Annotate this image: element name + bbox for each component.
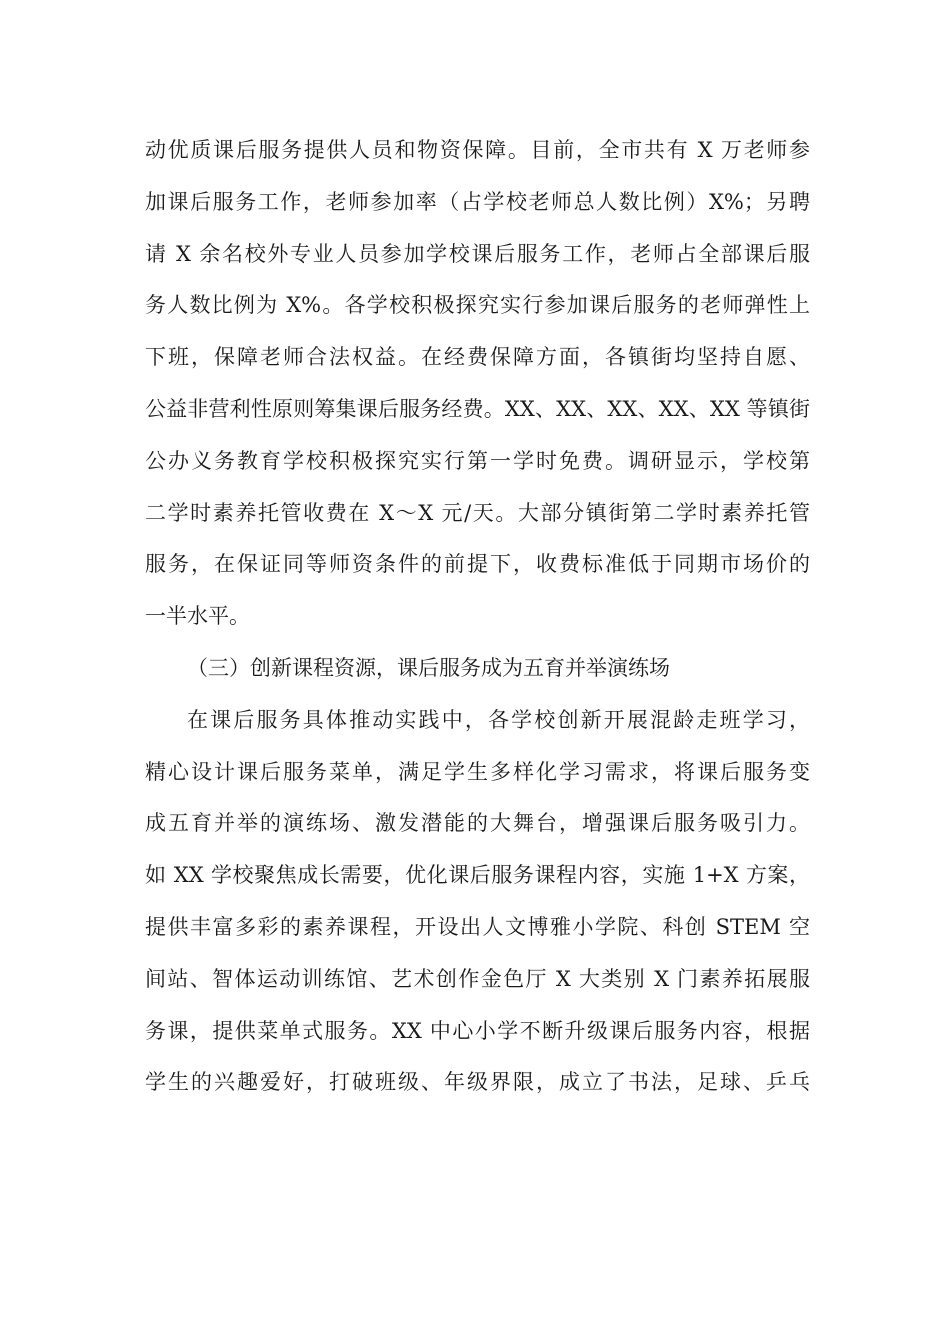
- paragraph-line: 务人数比例为 X%。各学校积极探究实行参加课后服务的老师弹性上: [145, 293, 810, 318]
- paragraph-line: 下班，保障老师合法权益。在经费保障方面，各镇街均坚持自愿、: [145, 345, 810, 370]
- document-body: [145, 128, 810, 1112]
- paragraph-line: 精心设计课后服务菜单，满足学生多样化学习需求，将课后服务变: [145, 759, 810, 784]
- paragraph-line: 公办义务教育学校积极探究实行第一学时免费。调研显示，学校第: [145, 448, 810, 473]
- paragraph-line: 加课后服务工作，老师参加率（占学校老师总人数比例）X%；另聘: [145, 189, 810, 214]
- paragraph-line: 公益非营利性原则筹集课后服务经费。XX、XX、XX、XX、XX 等镇街: [145, 396, 810, 421]
- paragraph-line: 服务，在保证同等师资条件的前提下，收费标准低于同期市场价的: [145, 552, 810, 577]
- paragraph-line: 在课后服务具体推动实践中，各学校创新开展混龄走班学习，: [187, 707, 810, 732]
- paragraph-line: 间站、智体运动训练馆、艺术创作金色厅 X 大类别 X 门素养拓展服: [145, 966, 810, 991]
- section-heading: （三）创新课程资源，课后服务成为五育并举演练场: [187, 655, 670, 680]
- paragraph-line: 务课，提供菜单式服务。XX 中心小学不断升级课后服务内容，根据: [145, 1018, 810, 1043]
- paragraph-line: 动优质课后服务提供人员和物资保障。目前，全市共有 X 万老师参: [145, 138, 810, 162]
- paragraph-line: 二学时素养托管收费在 X～X 元/天。大部分镇街第二学时素养托管: [145, 500, 810, 525]
- paragraph-line: 一半水平。: [145, 604, 250, 629]
- paragraph-line: 请 X 余名校外专业人员参加学校课后服务工作，老师占全部课后服: [145, 241, 810, 266]
- paragraph-line: 如 XX 学校聚焦成长需要，优化课后服务课程内容，实施 1+X 方案，: [145, 863, 810, 888]
- paragraph-line: 提供丰富多彩的素养课程，开设出人文博雅小学院、科创 STEM 空: [145, 914, 810, 939]
- paragraph-line: 成五育并举的演练场、激发潜能的大舞台，增强课后服务吸引力。: [145, 811, 810, 836]
- paragraph-line: 学生的兴趣爱好，打破班级、年级界限，成立了书法，足球、乒乓: [145, 1070, 810, 1095]
